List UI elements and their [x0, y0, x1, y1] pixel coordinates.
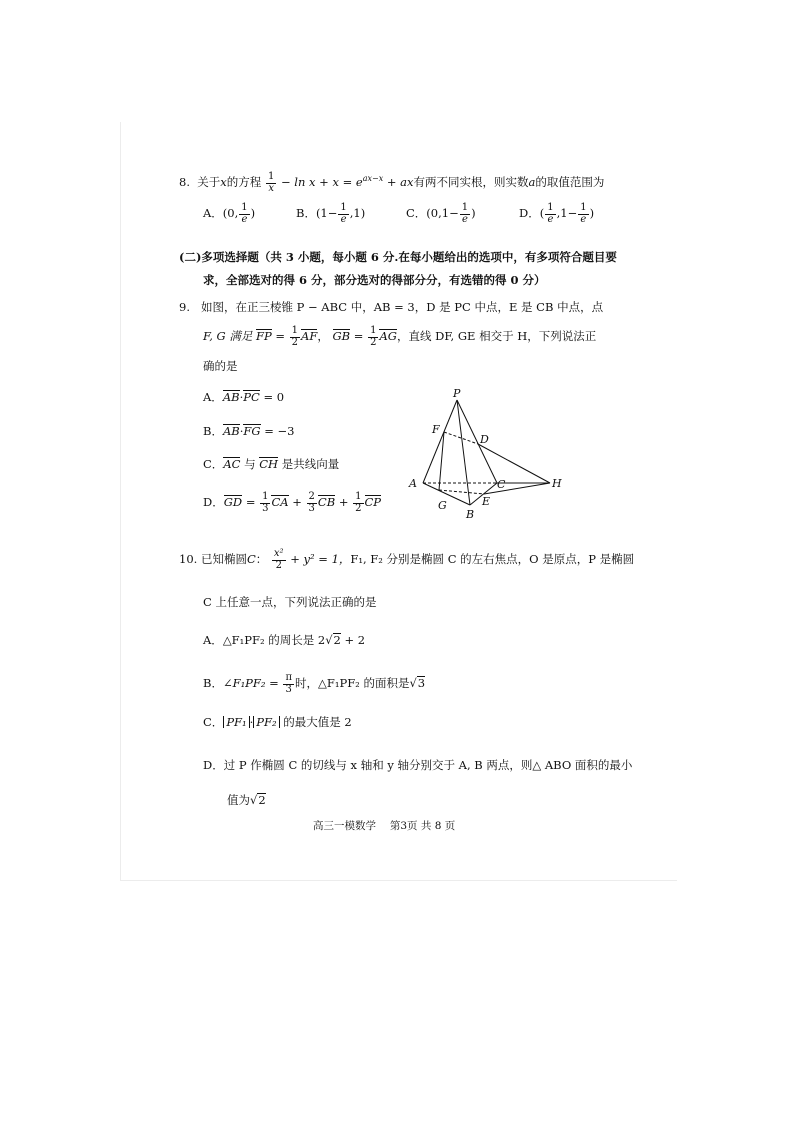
- section2-heading-line2: 求，全部选对的得 6 分，部分选对的得部分分，有选错的得 0 分）: [203, 273, 546, 287]
- q9-option-d: D．GD = $\frac{1}{3}$ CA + $\frac{2}{3}$ CB + $\frac{1}{2}$ CP: [203, 491, 382, 514]
- q9-stem-line3: 确的是: [203, 359, 238, 373]
- q10-stem-line2: C 上任意一点，下列说法正确的是: [203, 595, 377, 609]
- q9-option-a: A．AB·PC = 0: [203, 390, 285, 404]
- q10-option-c: C． PF₁ · PF₂ 的最大值是 2: [203, 715, 352, 729]
- label-A: A: [409, 477, 417, 490]
- page-footer: 高三一模数学 第3页 共 8 页: [313, 820, 456, 832]
- label-E: E: [482, 495, 491, 508]
- q9-option-b: B．AB·FG = −3: [203, 424, 295, 438]
- q10-stem-line1: 10. 已知椭圆C： $\frac{\text{x²}}{2}$ + y² = 1，F₁, F₂ 分别是椭圆 C 的左右焦点，O 是原点，P 是椭圆: [179, 548, 635, 571]
- line-DH: [478, 444, 550, 483]
- q9-stem-line2: F, G 满足 FP = $\frac{1}{2}$ AF， GB = $\frac{1}{2}$ AG，直线 DF, GE 相交于 H，下列说法正: [203, 325, 597, 348]
- q10-option-d-line1: D．过 P 作椭圆 C 的切线与 x 轴和 y 轴分别交于 A, B 两点，则△ ABO 面积的最小: [203, 758, 633, 772]
- q10-option-b: B．∠F₁PF₂ = $\frac{\pi}{3}$ 时，△F₁PF₂ 的面积是√3: [203, 672, 426, 695]
- q8-option-b: B．(1− $\frac{1}{e}$ ,1): [296, 202, 366, 225]
- q10-option-d-line2: 值为√2: [227, 793, 266, 807]
- label-C: C: [497, 478, 506, 491]
- section2-heading-line1: (二)多项选择题（共 3 小题，每小题 6 分.在每小题给出的选项中，有多项符合题目要: [179, 250, 617, 264]
- q8-option-c: C．(0,1− $\frac{1}{e}$ ): [406, 202, 476, 225]
- label-H: H: [552, 477, 562, 490]
- q8-stem: 8. 关于x的方程 $\frac{1}{x}$ − $\ln x + x = e^{ax-x}$ + ax有两不同实根，则实数a的取值范围为: [179, 171, 605, 194]
- line-FG: [439, 432, 444, 490]
- label-F: F: [432, 423, 440, 436]
- q9-stem-line1: 9. 如图，在正三棱锥 P − ABC 中，AB = 3，D 是 PC 中点，E 是 CB 中点，点: [179, 300, 604, 314]
- q9-option-c: C．AC 与 CH 是共线向量: [203, 457, 340, 471]
- line-EH: [484, 483, 550, 494]
- label-B: B: [466, 508, 475, 521]
- q8-option-d: D．( $\frac{1}{e}$ ,1− $\frac{1}{e}$ ): [519, 202, 595, 225]
- label-P: P: [453, 387, 461, 400]
- pyramid-figure: [400, 385, 580, 525]
- frac-1-over-x: $\frac{1}{x}$: [267, 171, 275, 194]
- edge-PA: [423, 400, 457, 483]
- edge-PB: [457, 400, 470, 505]
- q10-option-a: A．△F₁PF₂ 的周长是 2√2 + 2: [203, 633, 366, 647]
- label-D: D: [480, 433, 489, 446]
- edge-PC: [457, 400, 497, 483]
- label-G: G: [438, 499, 447, 512]
- q8-option-a: A．(0, $\frac{1}{e}$ ): [203, 202, 256, 225]
